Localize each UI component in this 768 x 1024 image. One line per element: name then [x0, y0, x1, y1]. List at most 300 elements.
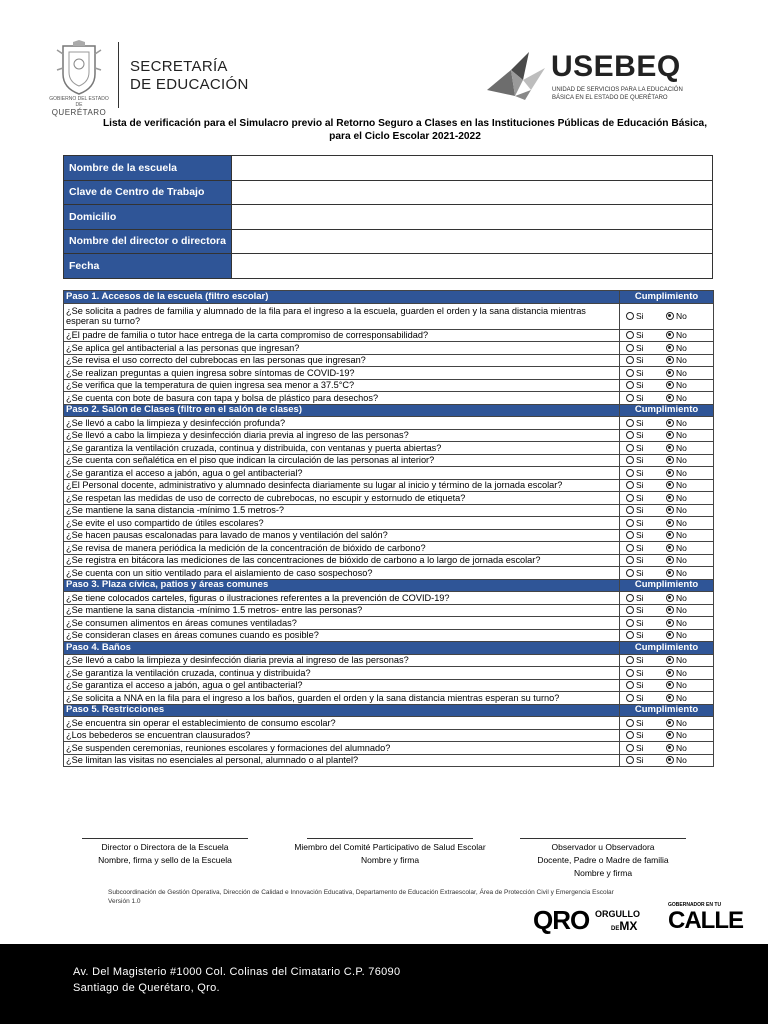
option-si-label: Si: [636, 730, 644, 741]
option-si[interactable]: [626, 693, 666, 703]
radio-si-icon[interactable]: [626, 419, 634, 427]
option-si-label: Si: [636, 417, 644, 428]
radio-no-icon[interactable]: [666, 456, 674, 464]
radio-no-icon[interactable]: [666, 481, 674, 489]
signature-health-committee: [290, 838, 490, 867]
option-si-label: Si: [636, 430, 644, 441]
radio-no-icon[interactable]: [666, 731, 674, 739]
radio-si-icon[interactable]: [626, 681, 634, 689]
info-value-field[interactable]: [232, 254, 713, 279]
option-no-label: No: [676, 417, 687, 428]
signature-role: Observador u Observadora: [551, 842, 655, 852]
option-si-label: Si: [636, 567, 644, 578]
radio-no-icon[interactable]: [666, 369, 674, 377]
option-no[interactable]: [666, 543, 687, 553]
option-si-label: Si: [636, 692, 644, 703]
checklist-question: ¿Se llevó a cabo la limpieza y desinfección diaria previa al ingreso de las personas?: [64, 429, 620, 442]
radio-no-icon[interactable]: [666, 394, 674, 402]
usebeq-subtitle-line1: UNIDAD DE SERVICIOS PARA LA EDUCACIÓN: [552, 87, 683, 93]
signature-observer: [508, 838, 698, 880]
option-si[interactable]: [626, 630, 666, 640]
radio-no-icon[interactable]: [666, 631, 674, 639]
radio-si-icon[interactable]: [626, 394, 634, 402]
compliance-options: [620, 442, 714, 455]
option-no[interactable]: [666, 443, 687, 453]
info-value-field[interactable]: [232, 205, 713, 230]
option-no-label: No: [676, 655, 687, 666]
radio-si-icon[interactable]: [626, 381, 634, 389]
option-si-label: Si: [636, 342, 644, 353]
radio-si-icon[interactable]: [626, 569, 634, 577]
section-title: Paso 1. Accesos de la escuela (filtro escolar): [64, 291, 620, 304]
radio-si-icon[interactable]: [626, 669, 634, 677]
option-no[interactable]: [666, 393, 687, 403]
option-no-label: No: [676, 442, 687, 453]
radio-no-icon[interactable]: [666, 694, 674, 702]
radio-no-icon[interactable]: [666, 594, 674, 602]
option-no-label: No: [676, 517, 687, 528]
checklist-row: [64, 492, 714, 505]
radio-si-icon[interactable]: [626, 731, 634, 739]
option-si[interactable]: [626, 518, 666, 528]
queretaro-wordmark: QUERÉTARO: [51, 108, 107, 117]
info-row: [64, 254, 713, 279]
option-si[interactable]: [626, 718, 666, 728]
option-no[interactable]: [666, 593, 687, 603]
radio-si-icon[interactable]: [626, 694, 634, 702]
option-no[interactable]: [666, 418, 687, 428]
option-si[interactable]: [626, 505, 666, 515]
option-si[interactable]: [626, 743, 666, 753]
radio-no-icon[interactable]: [666, 606, 674, 614]
option-no[interactable]: [666, 480, 687, 490]
option-no-label: No: [676, 342, 687, 353]
compliance-options: [620, 629, 714, 642]
option-si-label: Si: [636, 530, 644, 541]
option-si[interactable]: [626, 468, 666, 478]
coat-of-arms-icon: [53, 40, 105, 96]
section-header-row: [64, 579, 714, 592]
option-no[interactable]: [666, 605, 687, 615]
radio-no-icon[interactable]: [666, 331, 674, 339]
option-no-label: No: [676, 311, 687, 321]
checklist-row: [64, 592, 714, 605]
option-si[interactable]: [626, 393, 666, 403]
radio-si-icon[interactable]: [626, 431, 634, 439]
page-header: [0, 0, 768, 115]
checklist-row: [64, 342, 714, 355]
radio-no-icon[interactable]: [666, 756, 674, 764]
checklist-question: ¿Se garantiza el acceso a jabón, agua o gel antibacterial?: [64, 467, 620, 480]
radio-si-icon[interactable]: [626, 531, 634, 539]
compliance-options: [620, 729, 714, 742]
option-no[interactable]: [666, 518, 687, 528]
checklist-question: ¿El Personal docente, administrativo y alumnado desinfecta diariamente su lugar al inicio y término de la jornada escolar?: [64, 479, 620, 492]
checklist-question: ¿Se tiene colocados carteles, figuras o ilustraciones referentes a la prevención de COVID-19?: [64, 592, 620, 605]
option-no-label: No: [676, 430, 687, 441]
checklist-row: [64, 529, 714, 542]
option-si[interactable]: [626, 593, 666, 603]
radio-no-icon[interactable]: [666, 556, 674, 564]
checklist-row: [64, 654, 714, 667]
radio-si-icon[interactable]: [626, 606, 634, 614]
option-si-label: Si: [636, 592, 644, 603]
compliance-options: [620, 654, 714, 667]
option-si[interactable]: [626, 355, 666, 365]
checklist-question: ¿Se consumen alimentos en áreas comunes ventiladas?: [64, 617, 620, 630]
radio-si-icon[interactable]: [626, 656, 634, 664]
option-no-label: No: [676, 692, 687, 703]
compliance-options: [620, 604, 714, 617]
option-no-label: No: [676, 680, 687, 691]
option-no[interactable]: [666, 755, 687, 765]
radio-no-icon[interactable]: [666, 531, 674, 539]
option-si[interactable]: [626, 530, 666, 540]
signature-detail: Nombre y firma: [360, 855, 420, 865]
option-no[interactable]: [666, 618, 687, 628]
option-si[interactable]: [626, 618, 666, 628]
option-no[interactable]: [666, 505, 687, 515]
checklist-question: ¿Se mantiene la sana distancia -mínimo 1.5 metros-?: [64, 504, 620, 517]
option-no-label: No: [676, 667, 687, 678]
option-no-label: No: [676, 392, 687, 403]
qro-wordmark: QRO: [533, 905, 590, 935]
radio-si-icon[interactable]: [626, 631, 634, 639]
radio-no-icon[interactable]: [666, 656, 674, 664]
option-si[interactable]: [626, 380, 666, 390]
radio-si-icon[interactable]: [626, 331, 634, 339]
radio-si-icon[interactable]: [626, 719, 634, 727]
option-si[interactable]: [626, 680, 666, 690]
option-no[interactable]: [666, 468, 687, 478]
checklist-question: ¿Se verifica que la temperatura de quien ingresa sea menor a 37.5°C?: [64, 379, 620, 392]
checklist-question: ¿Se respetan las medidas de uso de correcto de cubrebocas, no escupir y estornudo de etiqueta?: [64, 492, 620, 505]
signature-role: Miembro del Comité Participativo de Salud Escolar: [294, 842, 486, 852]
section-header-row: [64, 404, 714, 417]
option-no-label: No: [676, 467, 687, 478]
signature-detail: Nombre, firma y sello de la Escuela: [98, 855, 232, 865]
option-si[interactable]: [626, 455, 666, 465]
option-no[interactable]: [666, 630, 687, 640]
compliance-options: [620, 329, 714, 342]
option-si[interactable]: [626, 655, 666, 665]
option-no-label: No: [676, 555, 687, 566]
option-no-label: No: [676, 605, 687, 616]
radio-no-icon[interactable]: [666, 619, 674, 627]
cumplimiento-header: Cumplimiento: [620, 291, 714, 304]
option-no[interactable]: [666, 343, 687, 353]
option-si-label: Si: [636, 455, 644, 466]
footer-bar: [0, 944, 768, 1024]
cumplimiento-header: Cumplimiento: [620, 579, 714, 592]
radio-no-icon[interactable]: [666, 569, 674, 577]
compliance-options: [620, 454, 714, 467]
option-no-label: No: [676, 380, 687, 391]
radio-no-icon[interactable]: [666, 506, 674, 514]
radio-si-icon[interactable]: [626, 469, 634, 477]
signature-role: Director o Directora de la Escuela: [101, 842, 229, 852]
signature-line: [520, 838, 686, 839]
compliance-options: [620, 667, 714, 680]
compliance-options: [620, 379, 714, 392]
usebeq-subtitle-line2: BÁSICA EN EL ESTADO DE QUERÉTARO: [552, 95, 668, 101]
checklist-row: [64, 367, 714, 380]
option-no[interactable]: [666, 718, 687, 728]
checklist-row: [64, 517, 714, 530]
option-no[interactable]: [666, 668, 687, 678]
queretaro-coat-of-arms-logo: [48, 40, 110, 117]
option-si-label: Si: [636, 380, 644, 391]
radio-si-icon[interactable]: [626, 556, 634, 564]
compliance-options: [620, 467, 714, 480]
option-no[interactable]: [666, 493, 687, 503]
title-line1: Lista de verificación para el Simulacro previo al Retorno Seguro a Clases en las Instituciones Públicas de Educación Básica,: [102, 118, 708, 129]
option-si-label: Si: [636, 667, 644, 678]
option-si[interactable]: [626, 755, 666, 765]
option-no-label: No: [676, 367, 687, 378]
info-row: [64, 205, 713, 230]
option-no[interactable]: [666, 680, 687, 690]
info-value-field[interactable]: [232, 229, 713, 254]
checklist-question: ¿Se cuenta con un sitio ventilado para el aislamiento de caso sospechoso?: [64, 567, 620, 580]
radio-si-icon[interactable]: [626, 744, 634, 752]
radio-no-icon[interactable]: [666, 381, 674, 389]
radio-si-icon[interactable]: [626, 356, 634, 364]
option-si-label: Si: [636, 367, 644, 378]
radio-si-icon[interactable]: [626, 594, 634, 602]
option-no[interactable]: [666, 455, 687, 465]
radio-no-icon[interactable]: [666, 344, 674, 352]
radio-no-icon[interactable]: [666, 719, 674, 727]
signature-detail: Docente, Padre o Madre de familia: [537, 855, 669, 865]
checklist-question: ¿Se registra en bitácora las mediciones de las concentraciones de bióxido de carbono a lo largo de jornada escolar?: [64, 554, 620, 567]
section-header-row: [64, 291, 714, 304]
compliance-options: [620, 303, 714, 329]
option-no[interactable]: [666, 693, 687, 703]
compliance-options: [620, 504, 714, 517]
option-si-label: Si: [636, 505, 644, 516]
option-no[interactable]: [666, 355, 687, 365]
radio-si-icon[interactable]: [626, 369, 634, 377]
checklist-question: ¿Se mantiene la sana distancia -mínimo 1.5 metros- entre las personas?: [64, 604, 620, 617]
radio-no-icon[interactable]: [666, 356, 674, 364]
radio-si-icon[interactable]: [626, 481, 634, 489]
footer-address-line1: Av. Del Magisterio #1000 Col. Colinas del Cimatario C.P. 76090: [73, 966, 401, 978]
compliance-options: [620, 417, 714, 430]
radio-si-icon[interactable]: [626, 506, 634, 514]
cumplimiento-header: Cumplimiento: [620, 642, 714, 655]
radio-si-icon[interactable]: [626, 519, 634, 527]
radio-no-icon[interactable]: [666, 431, 674, 439]
checklist-row: [64, 692, 714, 705]
section-header-row: [64, 642, 714, 655]
option-no-label: No: [676, 480, 687, 491]
cumplimiento-header: Cumplimiento: [620, 404, 714, 417]
option-si-label: Si: [636, 355, 644, 366]
radio-si-icon[interactable]: [626, 344, 634, 352]
radio-no-icon[interactable]: [666, 681, 674, 689]
option-si[interactable]: [626, 430, 666, 440]
checklist-question: ¿Se garantiza el acceso a jabón, agua o gel antibacterial?: [64, 679, 620, 692]
checklist-row: [64, 454, 714, 467]
option-no[interactable]: [666, 530, 687, 540]
checklist-row: [64, 417, 714, 430]
option-si-label: Si: [636, 392, 644, 403]
usebeq-logo: [485, 50, 715, 110]
secretaria-line1: SECRETARÍA: [130, 58, 228, 75]
option-no-label: No: [676, 355, 687, 366]
checklist-row: [64, 467, 714, 480]
section-title: Paso 2. Salón de Clases (filtro en el salón de clases): [64, 404, 620, 417]
document-title: [80, 117, 730, 143]
signature-line: [82, 838, 248, 839]
option-si[interactable]: [626, 568, 666, 578]
option-si-label: Si: [636, 467, 644, 478]
checklist-row: [64, 392, 714, 405]
checklist-question: ¿Se revisa el uso correcto del cubrebocas en las personas que ingresan?: [64, 354, 620, 367]
option-si-label: Si: [636, 617, 644, 628]
option-si[interactable]: [626, 368, 666, 378]
option-si-label: Si: [636, 755, 644, 766]
signature-director: [70, 838, 260, 867]
compliance-options: [620, 492, 714, 505]
option-si[interactable]: [626, 480, 666, 490]
checklist-row: [64, 429, 714, 442]
checklist-question: ¿Se consideran clases en áreas comunes cuando es posible?: [64, 629, 620, 642]
option-si-label: Si: [636, 442, 644, 453]
de-wordmark: DE: [611, 926, 620, 932]
option-si[interactable]: [626, 668, 666, 678]
option-si[interactable]: [626, 730, 666, 740]
radio-no-icon[interactable]: [666, 469, 674, 477]
checklist-row: [64, 504, 714, 517]
header-divider: [118, 42, 119, 108]
checklist-row: [64, 729, 714, 742]
checklist-question: ¿Se llevó a cabo la limpieza y desinfección profunda?: [64, 417, 620, 430]
option-no[interactable]: [666, 730, 687, 740]
option-si-label: Si: [636, 742, 644, 753]
compliance-options: [620, 754, 714, 767]
checklist-row: [64, 554, 714, 567]
checklist-question: ¿Se garantiza la ventilación cruzada, continua y distribuida, con ventanas y puerta abiertas?: [64, 442, 620, 455]
compliance-options: [620, 679, 714, 692]
compliance-options: [620, 542, 714, 555]
option-si[interactable]: [626, 443, 666, 453]
option-no[interactable]: [666, 568, 687, 578]
usebeq-bird-icon: [485, 50, 551, 102]
option-no[interactable]: [666, 380, 687, 390]
option-no-label: No: [676, 505, 687, 516]
radio-no-icon[interactable]: [666, 744, 674, 752]
option-si[interactable]: [626, 311, 666, 321]
option-si[interactable]: [626, 605, 666, 615]
info-label: Domicilio: [64, 205, 232, 230]
section-title: Paso 4. Baños: [64, 642, 620, 655]
compliance-options: [620, 342, 714, 355]
option-no[interactable]: [666, 311, 687, 321]
option-no-label: No: [676, 755, 687, 766]
option-no[interactable]: [666, 555, 687, 565]
option-no[interactable]: [666, 743, 687, 753]
option-no-label: No: [676, 717, 687, 728]
orgullo-wordmark: ORGULLO: [595, 909, 640, 919]
info-value-field[interactable]: [232, 180, 713, 205]
option-no[interactable]: [666, 430, 687, 440]
checklist-row: [64, 567, 714, 580]
option-si-label: Si: [636, 542, 644, 553]
option-si[interactable]: [626, 555, 666, 565]
info-value-field[interactable]: [232, 156, 713, 181]
checklist-question: ¿Se solicita a padres de familia y alumnado de la fila para el ingreso a la escuela, guarden el orden y la sana distancia mientras esperan su turno?: [64, 303, 620, 329]
option-si-label: Si: [636, 655, 644, 666]
option-no-label: No: [676, 730, 687, 741]
compliance-options: [620, 592, 714, 605]
option-no-label: No: [676, 592, 687, 603]
radio-si-icon[interactable]: [626, 444, 634, 452]
compliance-options: [620, 354, 714, 367]
checklist-row: [64, 742, 714, 755]
radio-no-icon[interactable]: [666, 494, 674, 502]
radio-si-icon[interactable]: [626, 456, 634, 464]
checklist-row: [64, 329, 714, 342]
radio-no-icon[interactable]: [666, 544, 674, 552]
qro-orgullo-mx-logo: [533, 905, 653, 935]
radio-no-icon[interactable]: [666, 444, 674, 452]
checklist-row: [64, 479, 714, 492]
checklist-question: ¿Se suspenden ceremonias, reuniones escolares y formaciones del alumnado?: [64, 742, 620, 755]
option-si[interactable]: [626, 493, 666, 503]
option-no-label: No: [676, 542, 687, 553]
option-si[interactable]: [626, 343, 666, 353]
info-label: Nombre de la escuela: [64, 156, 232, 181]
radio-si-icon[interactable]: [626, 312, 634, 320]
option-no[interactable]: [666, 655, 687, 665]
radio-no-icon[interactable]: [666, 312, 674, 320]
checklist-row: [64, 303, 714, 329]
checklist-row: [64, 604, 714, 617]
state-government-caption: GOBIERNO DEL ESTADO DE: [49, 96, 109, 108]
option-no-label: No: [676, 492, 687, 503]
radio-si-icon[interactable]: [626, 619, 634, 627]
checklist-question: ¿Se hacen pausas escalonadas para lavado de manos y ventilación del salón?: [64, 529, 620, 542]
option-no-label: No: [676, 567, 687, 578]
signature-line: [307, 838, 473, 839]
checklist-question: ¿Los bebederos se encuentran clausurados?: [64, 729, 620, 742]
footnote: [108, 888, 614, 906]
usebeq-wordmark: USEBEQ: [551, 50, 681, 83]
compliance-options: [620, 692, 714, 705]
checklist-question: ¿Se garantiza la ventilación cruzada, continua y distribuida?: [64, 667, 620, 680]
option-no[interactable]: [666, 368, 687, 378]
radio-no-icon[interactable]: [666, 669, 674, 677]
radio-no-icon[interactable]: [666, 419, 674, 427]
option-si[interactable]: [626, 418, 666, 428]
compliance-options: [620, 479, 714, 492]
checklist-table: [63, 290, 714, 767]
footnote-version: Versión 1.0: [108, 898, 141, 905]
radio-si-icon[interactable]: [626, 756, 634, 764]
radio-no-icon[interactable]: [666, 519, 674, 527]
option-si-label: Si: [636, 605, 644, 616]
checklist-question: ¿Se cuenta con bote de basura con tapa y bolsa de plástico para desechos?: [64, 392, 620, 405]
radio-si-icon[interactable]: [626, 544, 634, 552]
option-no[interactable]: [666, 330, 687, 340]
radio-si-icon[interactable]: [626, 494, 634, 502]
checklist-row: [64, 629, 714, 642]
option-no-label: No: [676, 455, 687, 466]
option-si[interactable]: [626, 543, 666, 553]
option-si[interactable]: [626, 330, 666, 340]
